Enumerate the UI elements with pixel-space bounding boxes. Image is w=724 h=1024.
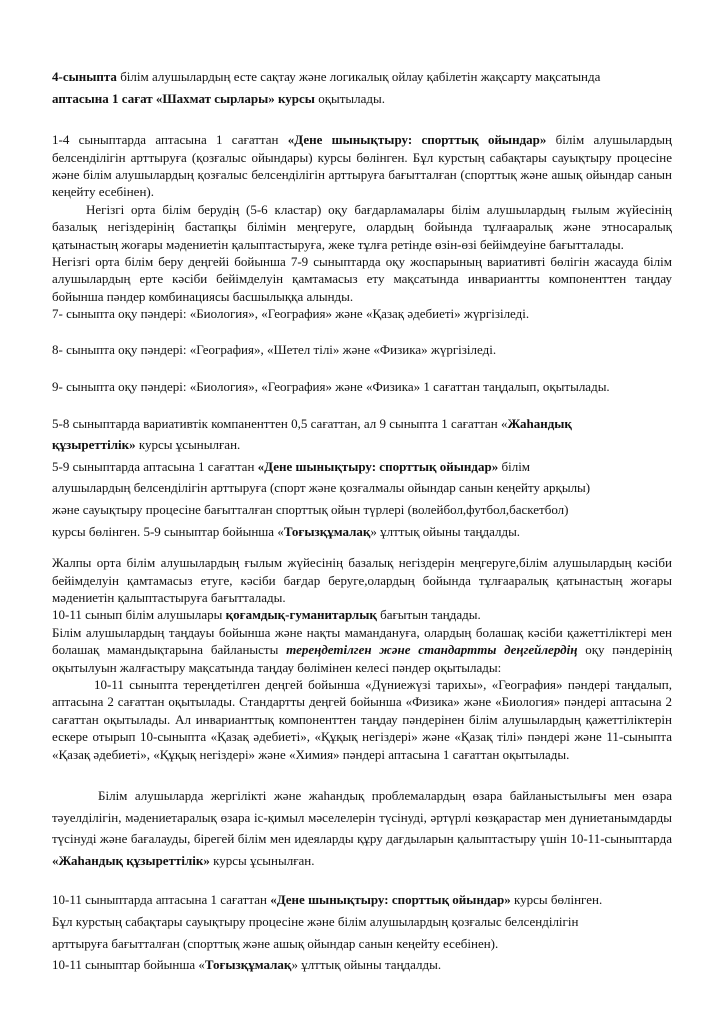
text: » ұлттық ойыны таңдалды. [291, 957, 442, 973]
bold-togyzkumalak: Тоғызқұмалақ [204, 957, 292, 973]
text: бағытын таңдады. [376, 607, 481, 623]
paragraph-global-competence-5-9 [52, 413, 672, 456]
text: білім алушылардың белсенділігін арттыруға (қозғалыс ойындары) курсы бөлінген. Бұл курстың сабақтары сауықтыру процесіне және білім алушылардың қозғалыс белсенділігін арттыруға бағытталған (спорттық және ашық ойындар санын кеңейту есебінен). [52, 132, 672, 200]
text: 5-8 сыныптарда вариативтік компаненттен 0,5 сағаттан, ал 9 сыныпта 1 сағаттан « [52, 415, 508, 431]
text: оқытылады. [314, 90, 386, 106]
text: 1-4 сыныптарда аптасына 1 сағаттан [52, 132, 288, 148]
bold-italic-levels: тереңдетілген және стандартты деңгейлердің [286, 642, 578, 658]
paragraph-grades10-11-subjects: 10-11 сыныпта тереңдетілген деңгей бойынша «Дүниежүзі тарихы», «География» пәндері таңдалып, аптасына 2 сағаттан оқытылады. Стандартты деңгей бойынша «Физика» және «Биология» пәндері аптасына 2 сағаттан оқытылады. Ал инварианттық компоненттен таңдау пәндерінен білім алушылардың қажеттіліктерін ескере отырып 10-сыныпта «Қазақ әдебиеті», «Құқық негіздері» және «Қазақ тілі» пәндері және 11-сыныпта «Қазақ әдебиеті», «Құқық негіздері» және «Химия» пәндері аптасына 1 сағаттан оқытылады. [52, 677, 672, 762]
paragraph-grades5-9-pe [52, 456, 672, 542]
paragraph-global-competence-10-11 [52, 785, 672, 871]
bold-grade4: 4-сыныпта [52, 69, 117, 84]
text: арттыруға бағытталған (спорттық және ашық ойындар санын кеңейту есебінен). [52, 935, 499, 951]
text: Білім алушылардың таңдауы бойынша және нақты мамандануға, олардың болашақ кәсіби қажеттіліктері мен болашақ мамандықтарына байланысты [52, 624, 672, 658]
text: курсы бөлінген. [510, 892, 603, 908]
paragraph-grade7-subjects: 7- сыныпта оқу пәндері: «Биология», «География» және «Қазақ әдебиеті» жүргізіледі. [52, 306, 530, 322]
text: 10-11 сынып білім алушылары [52, 607, 226, 623]
text: білім [498, 458, 531, 474]
bold-togyzkumalak: Тоғызқұмалақ [283, 523, 371, 539]
bold-chess-course: аптасына 1 сағат «Шахмат сырлары» курсы [52, 90, 315, 106]
text: курсы бөлінген. 5-9 сыныптар бойынша « [52, 523, 284, 539]
paragraph-grades1-4-pe [52, 131, 672, 201]
text: 10-11 сыныптар бойынша « [52, 957, 205, 973]
paragraph-grade9-subjects: 9- сыныпта оқу пәндері: «Биология», «География» және «Физика» 1 сағаттан таңдалып, оқытылады. [52, 379, 610, 395]
bold-pe-course: «Дене шынықтыру: спорттық ойындар» [257, 458, 499, 474]
document-page [52, 66, 672, 976]
paragraph-general-secondary: Жалпы орта білім алушылардың ғылым жүйесінің базалық негіздерін меңгеруге,білім алушылардың кәсіби бейімделуін қамтамасыз етуге, кәсіби бағдар беруге,олардың бойында тұлғааралық қатынастың жоғары мәдениетін қалыптастыруға бағытталады. [52, 555, 672, 606]
bold-pe-course: «Дене шынықтыру: спорттық ойындар» [270, 892, 511, 908]
text: 10-11 сыныптарда аптасына 1 сағаттан [52, 892, 271, 908]
text: және сауықтыру процесіне бағытталған спорттық ойын түрлері (волейбол,футбол,баскетбол) [52, 502, 569, 518]
bold-competence: құзыреттілік» [52, 437, 136, 453]
paragraph-grades10-11-direction [52, 606, 672, 623]
text: курсы ұсынылған. [135, 437, 241, 453]
paragraph-grade8-subjects: 8- сыныпта оқу пәндері: «География», «Шетел тілі» және «Физика» жүргізіледі. [52, 341, 497, 357]
bold-pe-course: «Дене шынықтыру: спорттық ойындар» [287, 132, 547, 148]
text: білім алушылардың есте сақтау және логикалық ойлау қабілетін жақсарту мақсатында [116, 69, 601, 84]
bold-global-competence: «Жаһандық құзыреттілік» [52, 852, 210, 868]
text: Білім алушыларда жергілікті және жаһандық проблемалардың өзара байланыстылығы мен өзара тәуелділігін, мәдениетаралық өзара іс-қимыл мәселелерін түсінуді, әртүрлі көзқарастар мен дүниетанымдарды түсінуді және бағалауды, бірегей білім мен идеяларды құру дағдыларын қалыптастыру үшін 10-11-сыныптарда [52, 788, 672, 847]
paragraph-grade4-chess [52, 66, 672, 109]
text: Бұл курстың сабақтары сауықтыру процесіне және білім алушылардың қозғалыс белсенділігін [52, 914, 579, 930]
bold-global: Жаһандық [507, 415, 572, 431]
text: алушылардың белсенділігін арттыруға (спорт және қозғалмалы ойындар санын кеңейту арқылы) [52, 480, 591, 496]
paragraph-basic-secondary: Негізгі орта білім берудің (5-6 кластар) оқу бағдарламалары білім алушылардың ғылым жүйесінің базалық негіздерінің бастапқы білімін меңгеруге, олардың бойында тұлғааралық және этносаралық қатынастың жоғары мәдениетін қалыптастыруға, жеке тұлға ретінде өзін-өзі бейімдеуіне бағытталады. [52, 201, 672, 252]
paragraph-specialization [52, 624, 672, 676]
paragraph-grades10-11-pe [52, 889, 672, 975]
text: курсы ұсынылған. [209, 852, 315, 868]
text: » ұлттық ойыны таңдалды. [370, 523, 521, 539]
text: 5-9 сыныптарда аптасына 1 сағаттан [52, 458, 258, 474]
text: оқу пәндерінің оқытылуын жалғастыру мақсатында таңдау бөлімінен келесі пәндер оқытылады: [52, 642, 673, 675]
bold-direction: қоғамдық-гуманитарлық [225, 607, 377, 623]
paragraph-grades7-9-variative: Негізгі орта білім беру деңгейі бойынша 7-9 сыныптарда оқу жоспарының вариативті бөлігін жасауда білім алушылардың ерте кәсіби бейімделуін қамтамасыз ету мақсатында инвариантты компоненттен таңдау бойынша пәндер комбинациясы басшылыққа алынды. [52, 254, 672, 304]
